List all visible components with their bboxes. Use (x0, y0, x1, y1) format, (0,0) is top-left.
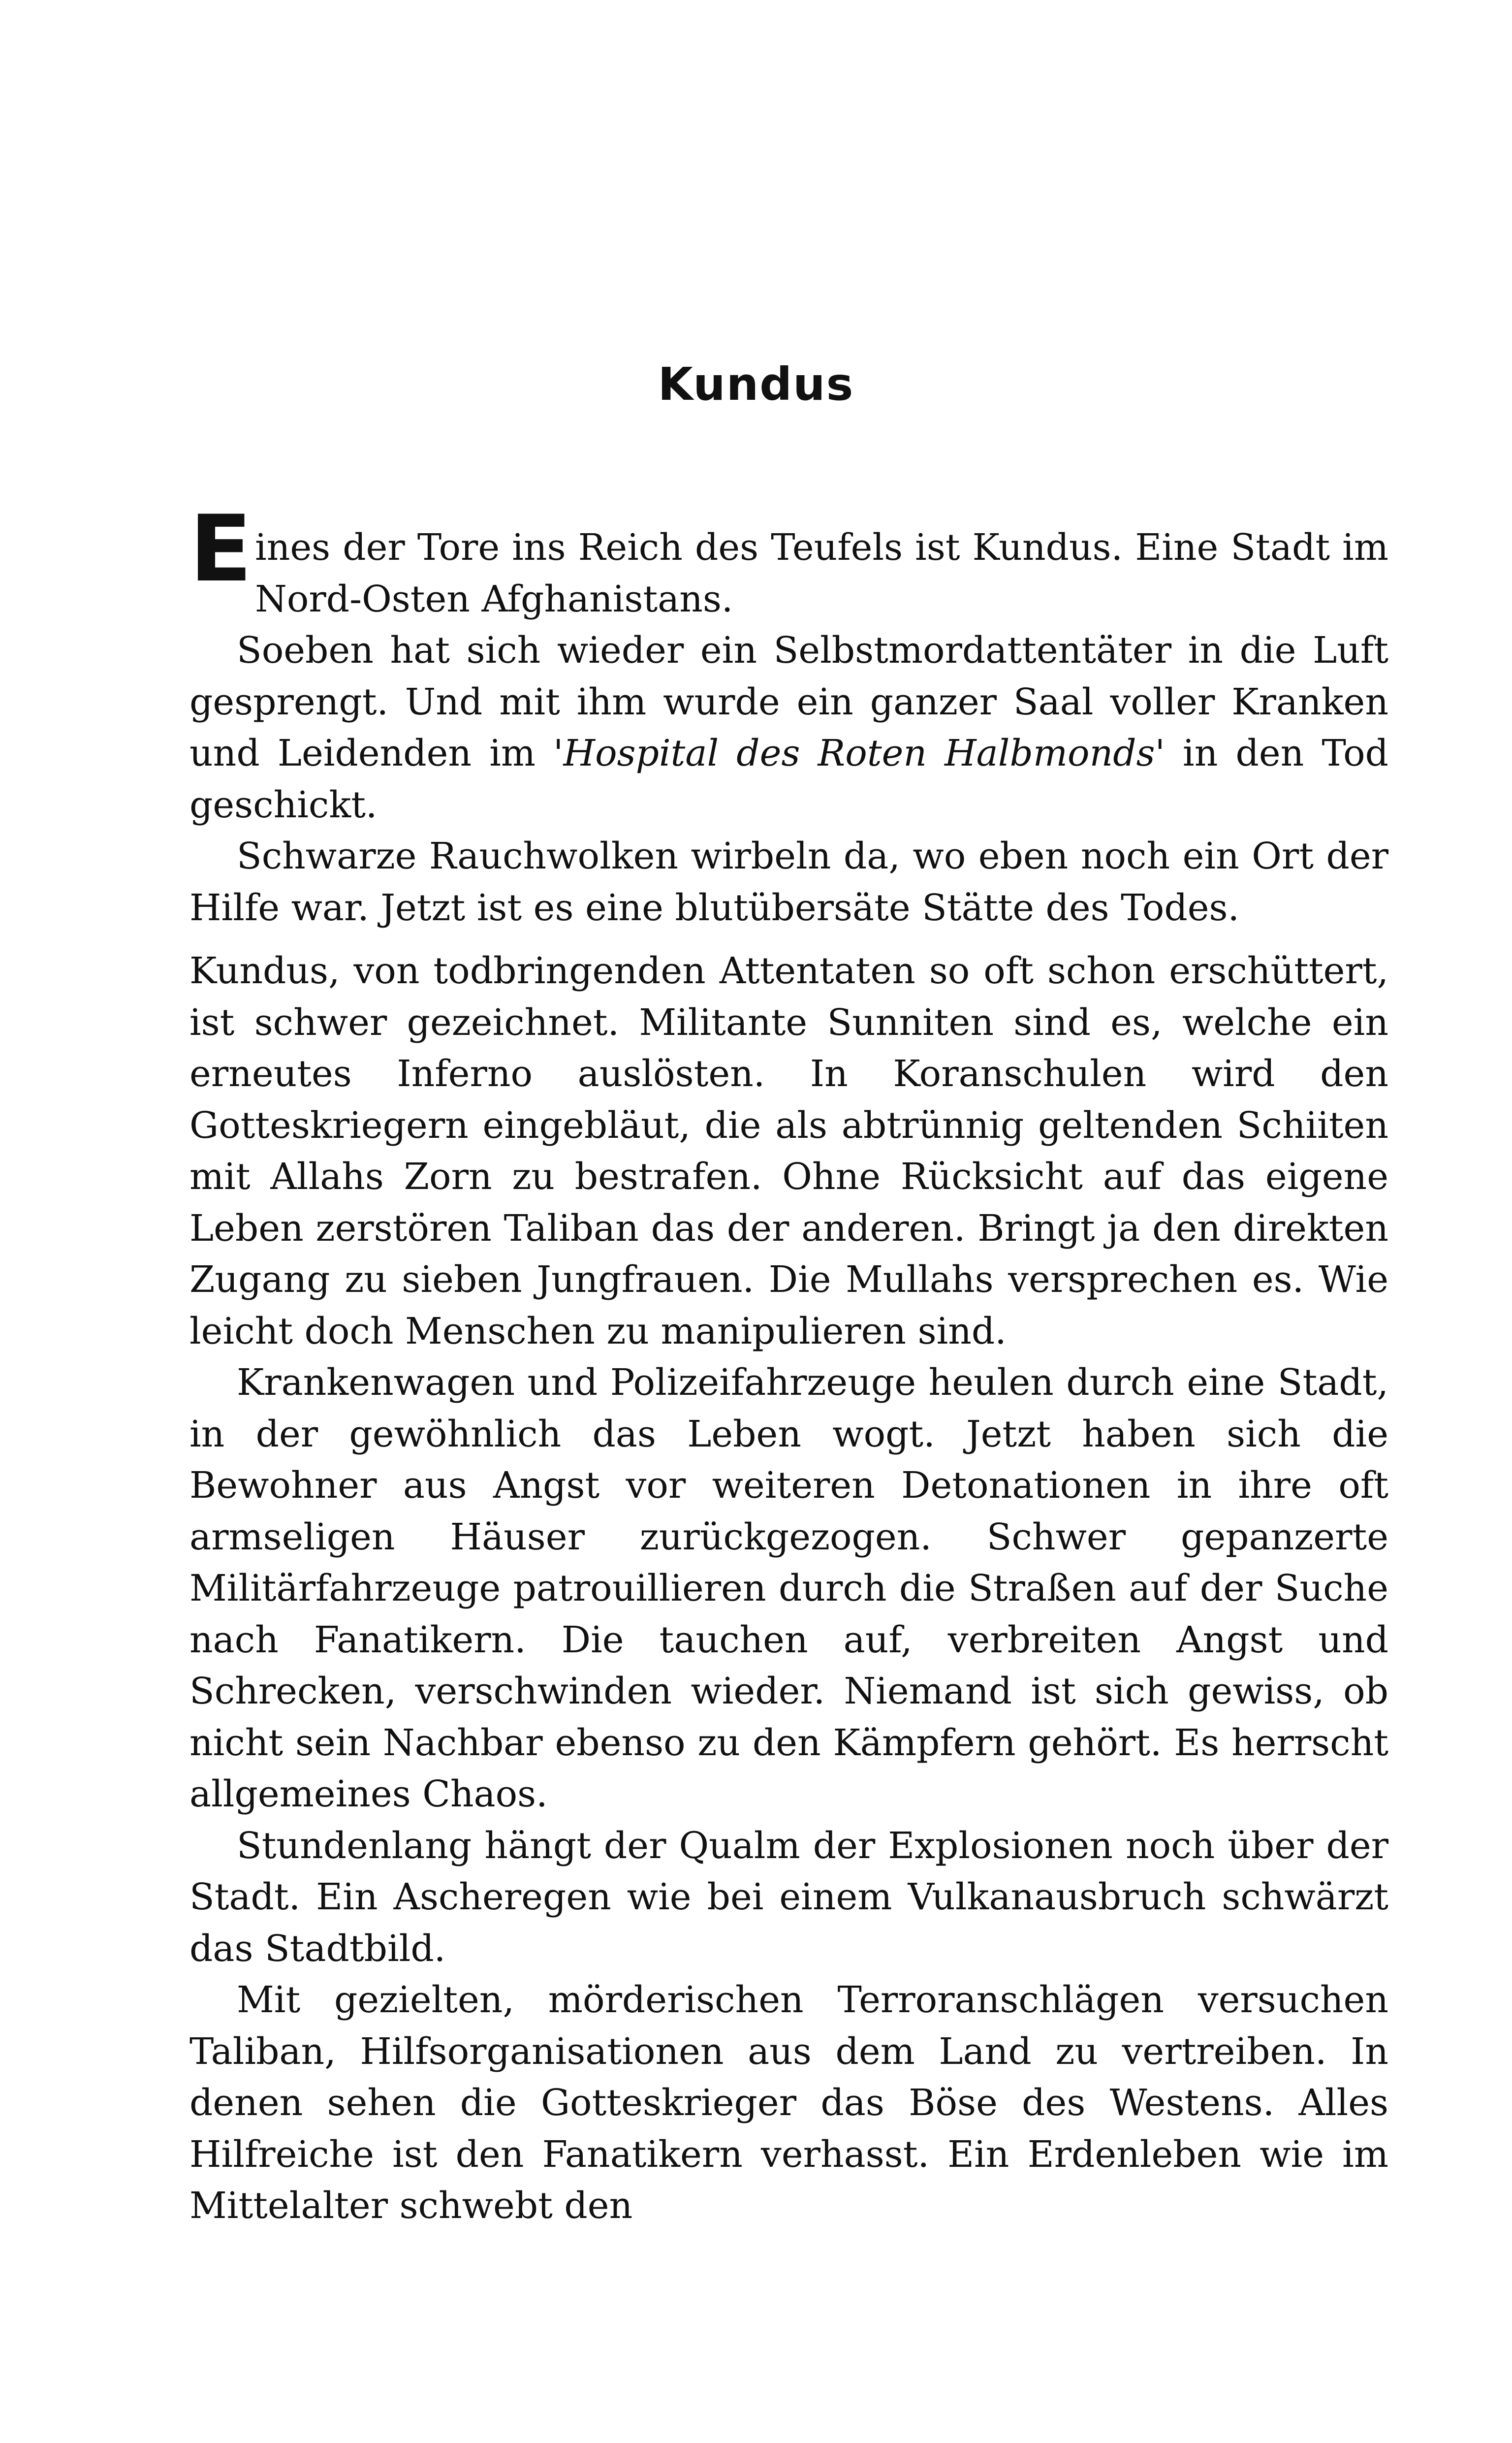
paragraph-1-text: ines der Tore ins Reich des Teufels ist Kundus. Eine Stadt im Nord-Osten Afghanistans. (255, 526, 1388, 620)
paragraph-1 (189, 495, 1388, 625)
paragraph-7: Mit gezielten, mörderischen Terroranschlägen versuchen Taliban, Hilfsorganisationen aus dem Land zu vertreiben. In denen sehen die Gotteskrieger das Böse des Westens. Alles Hilfreiche ist den Fanatikern verhasst. Ein Erdenleben wie im Mittelalter schwebt den (189, 1979, 1388, 2227)
paragraph-5: Krankenwagen und Polizeifahrzeuge heulen durch eine Stadt, in der gewöhnlich das Leben wogt. Jetzt haben sich die Bewohner aus Angst vor weiteren Detonationen in ihre oft armseligen Häuser zurückgezogen. Schwer gepanzerte Militärfahrzeuge patrouillieren durch die Straßen auf der Suche nach Fanatikern. Die tauchen auf, verbreiten Angst und Schrecken, verschwinden wieder. Niemand ist sich gewiss, ob nicht sein Nachbar ebenso zu den Kämpfern gehört. Es herrscht allgemeines Chaos. (189, 1361, 1388, 1815)
paragraph-2-text: Soeben hat sich wieder ein Selbstmordattentäter in die Luft gesprengt. Und mit ihm wurde ein ganzer Saal voller Kranken und Leidenden im ' (189, 629, 1388, 774)
paragraph-4: Kundus, von todbringenden Attentaten so oft schon erschüttert, ist schwer gezeichnet. Militante Sunniten sind es, welche ein erneutes Inferno auslösten. In Koranschulen wird den Gotteskriegern eingebläut, die als abtrünnig geltenden Schiiten mit Allahs Zorn zu bestrafen. Ohne Rücksicht auf das eigene Leben zerstören Taliban das der anderen. Bringt ja den direkten Zugang zu sieben Jungfrauen. Die Mullahs versprechen es. Wie leicht doch Menschen zu manipulieren sind. (189, 950, 1388, 1352)
chapter-title: Kundus (658, 358, 854, 411)
text-block-opening (189, 495, 1389, 933)
text-block-main (189, 945, 1388, 2232)
drop-cap: E (189, 495, 252, 602)
paragraph-6: Stundenlang hängt der Qualm der Explosionen noch über der Stadt. Ein Ascheregen wie bei einem Vulkanausbruch schwärzt das Stadtbild. (189, 1824, 1388, 1970)
paragraph-2 (189, 625, 1388, 831)
paragraph-2-end: in den Tod geschickt. (189, 732, 1389, 826)
paragraph-3: Schwarze Rauchwolken wirbeln da, wo eben noch ein Ort der Hilfe war. Jetzt ist es eine blutübersäte Stätte des Todes. (189, 835, 1388, 929)
hospital-name: Hospital des Roten Halbmonds' (563, 732, 1165, 774)
